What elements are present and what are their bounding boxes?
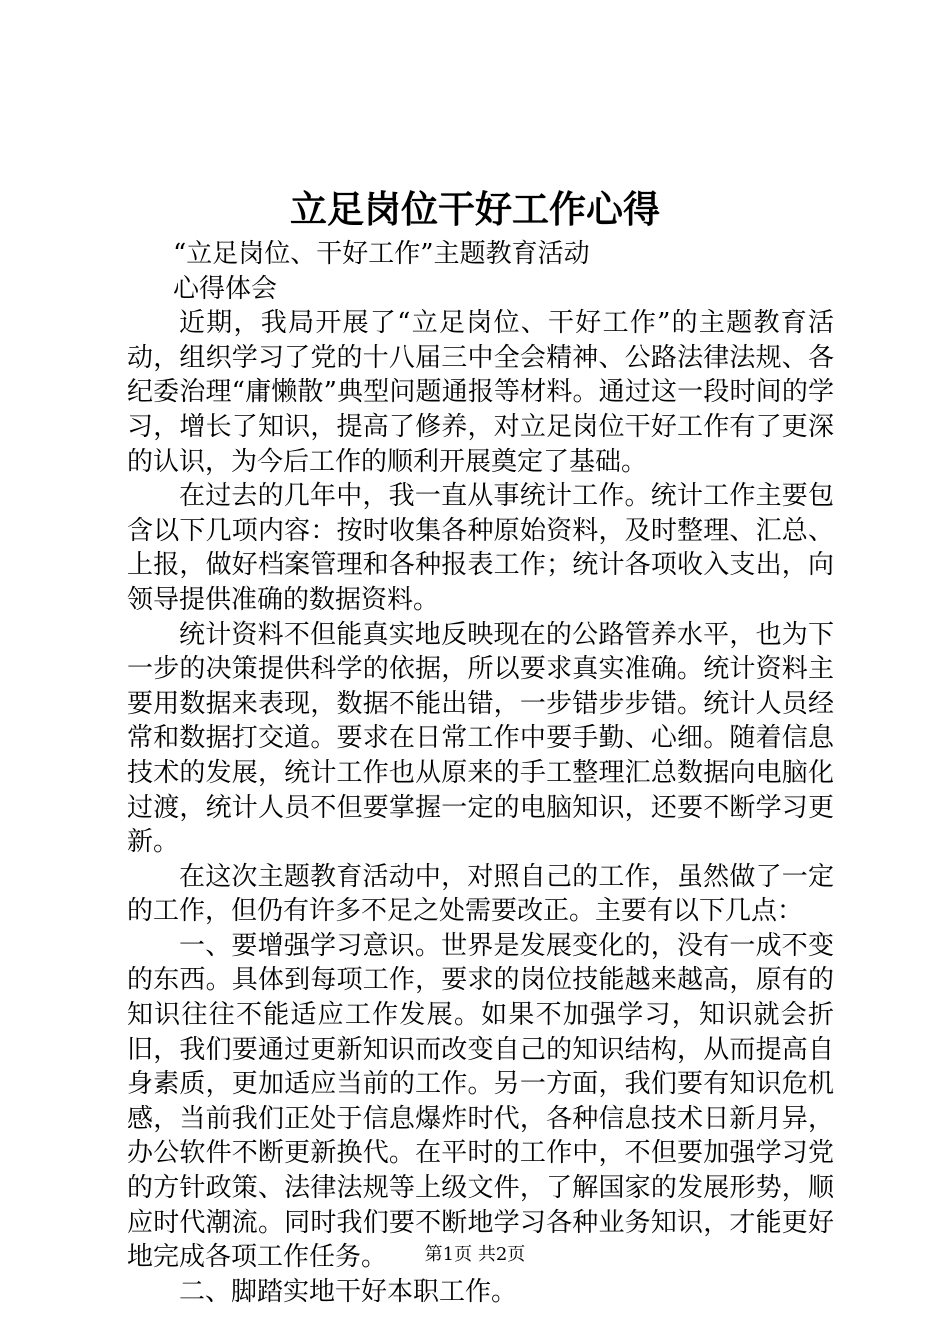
paragraph-1: 近期，我局开展了“立足岗位、干好工作”的主题教育活动，组织学习了党的十八届三中全会精神、公路法律法规、各纪委治理“庸懒散”典型问题通报等材料。通过这一段时间的学习，增长了知识，提高了修养，对立足岗位干好工作有了更深的认识，为今后工作的顺利开展奠定了基础。 bbox=[127, 308, 834, 477]
subtitle-line-1: “立足岗位、干好工作”主题教育活动 bbox=[173, 239, 590, 269]
paragraph-4: 在这次主题教育活动中，对照自己的工作，虽然做了一定的工作，但仍有许多不足之处需要改正。主要有以下几点： bbox=[127, 861, 834, 927]
paragraph-6: 二、脚踏实地干好本职工作。 bbox=[179, 1276, 518, 1307]
paragraph-3: 统计资料不但能真实地反映现在的公路管养水平，也为下一步的决策提供科学的依据，所以要求真实准确。统计资料主要用数据来表现，数据不能出错，一步错步步错。统计人员经常和数据打交道。要求在日常工作中要手勤、心细。随着信息技术的发展，统计工作也从原来的手工整理汇总数据向电脑化过渡，统计人员不但要掌握一定的电脑知识，还要不断学习更新。 bbox=[127, 619, 834, 858]
paragraph-5: 一、要增强学习意识。世界是发展变化的，没有一成不变的东西。具体到每项工作，要求的岗位技能越来越高，原有的知识往往不能适应工作发展。如果不加强学习，知识就会折旧，我们要通过更新知识而改变自己的知识结构，从而提高自身素质，更加适应当前的工作。另一方面，我们要有知识危机感，当前我们正处于信息爆炸时代，各种信息技术日新月异，办公软件不断更新换代。在平时的工作中，不但要加强学习党的方针政策、法律法规等上级文件，了解国家的发展形势，顺应时代潮流。同时我们要不断地学习各种业务知识，才能更好地完成各项工作任务。 bbox=[127, 930, 834, 1273]
document-body bbox=[127, 237, 834, 1309]
page-footer: 第1页 共2页 bbox=[424, 1244, 526, 1265]
subtitle-line-2: 心得体会 bbox=[173, 273, 278, 304]
paragraph-2: 在过去的几年中，我一直从事统计工作。统计工作主要包含以下几项内容：按时收集各种原始资料，及时整理、汇总、上报，做好档案管理和各种报表工作；统计各项收入支出，向领导提供准确的数据资料。 bbox=[127, 481, 834, 615]
document-title: 立足岗位干好工作心得 bbox=[290, 187, 660, 231]
